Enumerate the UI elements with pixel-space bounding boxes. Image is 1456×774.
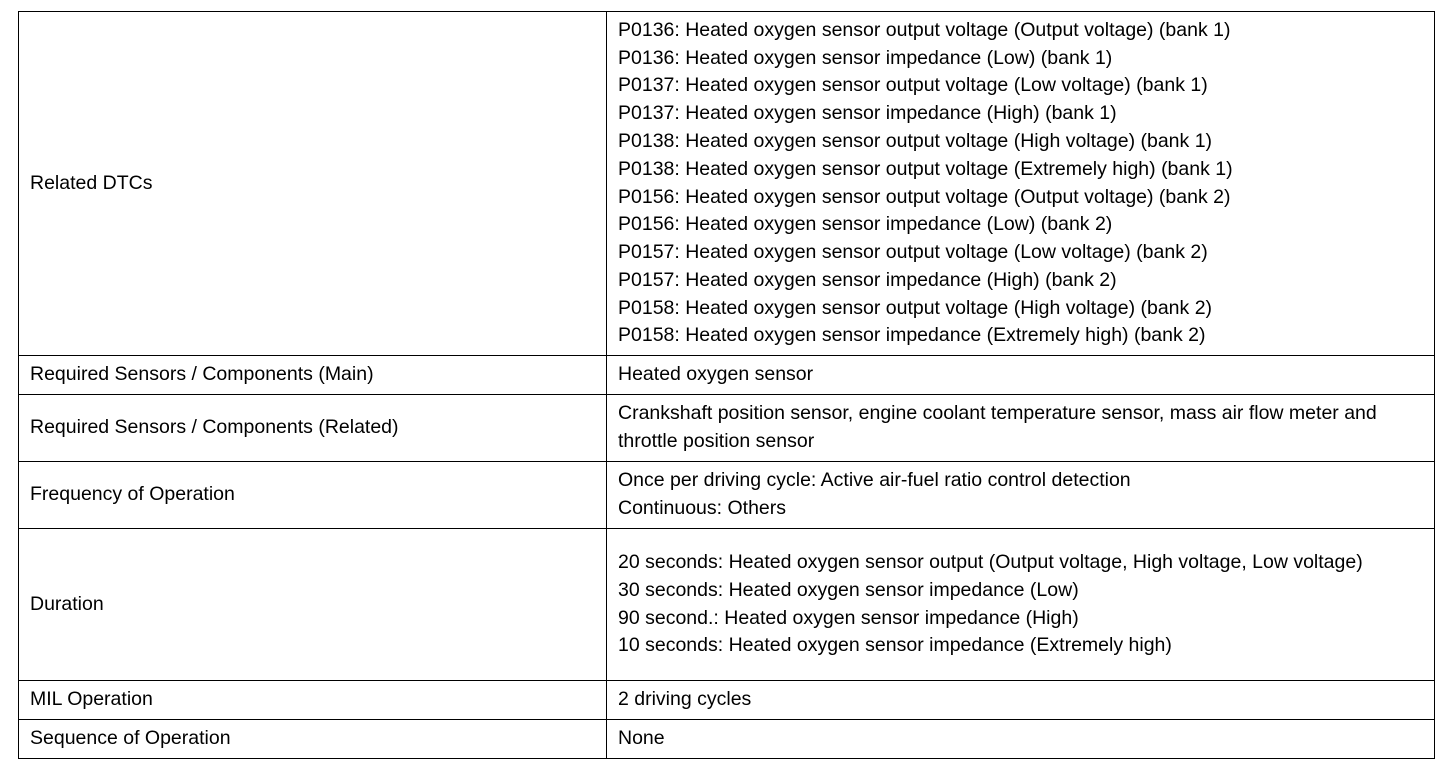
value-line: 10 seconds: Heated oxygen sensor impedance (Extremely high) xyxy=(618,634,1172,657)
dtc-line: P0157: Heated oxygen sensor output voltage (Low voltage) (bank 2) xyxy=(618,241,1208,264)
value-line: 2 driving cycles xyxy=(618,688,752,711)
value-line: 90 second.: Heated oxygen sensor impedance (High) xyxy=(618,606,1079,629)
row-label: Required Sensors / Components (Main) xyxy=(19,356,607,395)
dtc-line: P0158: Heated oxygen sensor impedance (Extremely high) (bank 2) xyxy=(618,324,1206,347)
table-row-related-dtcs xyxy=(19,12,1435,356)
row-label: MIL Operation xyxy=(19,681,607,720)
dtc-line: P0136: Heated oxygen sensor output voltage (Output voltage) (bank 1) xyxy=(618,18,1231,41)
dtc-line: P0136: Heated oxygen sensor impedance (Low) (bank 1) xyxy=(618,46,1113,69)
row-value xyxy=(607,462,1435,529)
value-line: 20 seconds: Heated oxygen sensor output (Output voltage, High voltage, Low voltage) xyxy=(618,550,1363,573)
table-row-required-main xyxy=(19,356,1435,395)
dtc-line: P0157: Heated oxygen sensor impedance (High) (bank 2) xyxy=(618,268,1117,291)
dtc-line: P0138: Heated oxygen sensor output voltage (Extremely high) (bank 1) xyxy=(618,157,1233,180)
row-label: Sequence of Operation xyxy=(19,720,607,759)
row-label: Related DTCs xyxy=(19,12,607,356)
dtc-line: P0158: Heated oxygen sensor output voltage (High voltage) (bank 2) xyxy=(618,296,1213,319)
monitor-spec-table xyxy=(18,11,1435,759)
row-value xyxy=(607,395,1435,462)
dtc-line: P0156: Heated oxygen sensor output voltage (Output voltage) (bank 2) xyxy=(618,185,1231,208)
dtc-line: P0138: Heated oxygen sensor output voltage (High voltage) (bank 1) xyxy=(618,129,1213,152)
value-line: Heated oxygen sensor xyxy=(618,363,814,386)
dtc-line: P0137: Heated oxygen sensor output voltage (Low voltage) (bank 1) xyxy=(618,74,1208,97)
row-value xyxy=(607,720,1435,759)
row-value xyxy=(607,681,1435,720)
row-label: Frequency of Operation xyxy=(19,462,607,529)
value-line: Crankshaft position sensor, engine coolant temperature sensor, mass air flow meter and throttle position sensor xyxy=(618,402,1377,452)
value-line: 30 seconds: Heated oxygen sensor impedance (Low) xyxy=(618,578,1079,601)
row-value xyxy=(607,356,1435,395)
table-row-sequence xyxy=(19,720,1435,759)
row-value xyxy=(607,529,1435,681)
table-row-mil-operation xyxy=(19,681,1435,720)
row-label: Required Sensors / Components (Related) xyxy=(19,395,607,462)
row-value xyxy=(607,12,1435,356)
table-row-required-related xyxy=(19,395,1435,462)
row-label: Duration xyxy=(19,529,607,681)
table-row-frequency xyxy=(19,462,1435,529)
value-line: None xyxy=(618,727,665,750)
value-line: Once per driving cycle: Active air-fuel ratio control detection xyxy=(618,469,1131,492)
dtc-line: P0137: Heated oxygen sensor impedance (High) (bank 1) xyxy=(618,102,1117,125)
table-row-duration xyxy=(19,529,1435,681)
value-line: Continuous: Others xyxy=(618,497,787,519)
dtc-line: P0156: Heated oxygen sensor impedance (Low) (bank 2) xyxy=(618,213,1113,236)
